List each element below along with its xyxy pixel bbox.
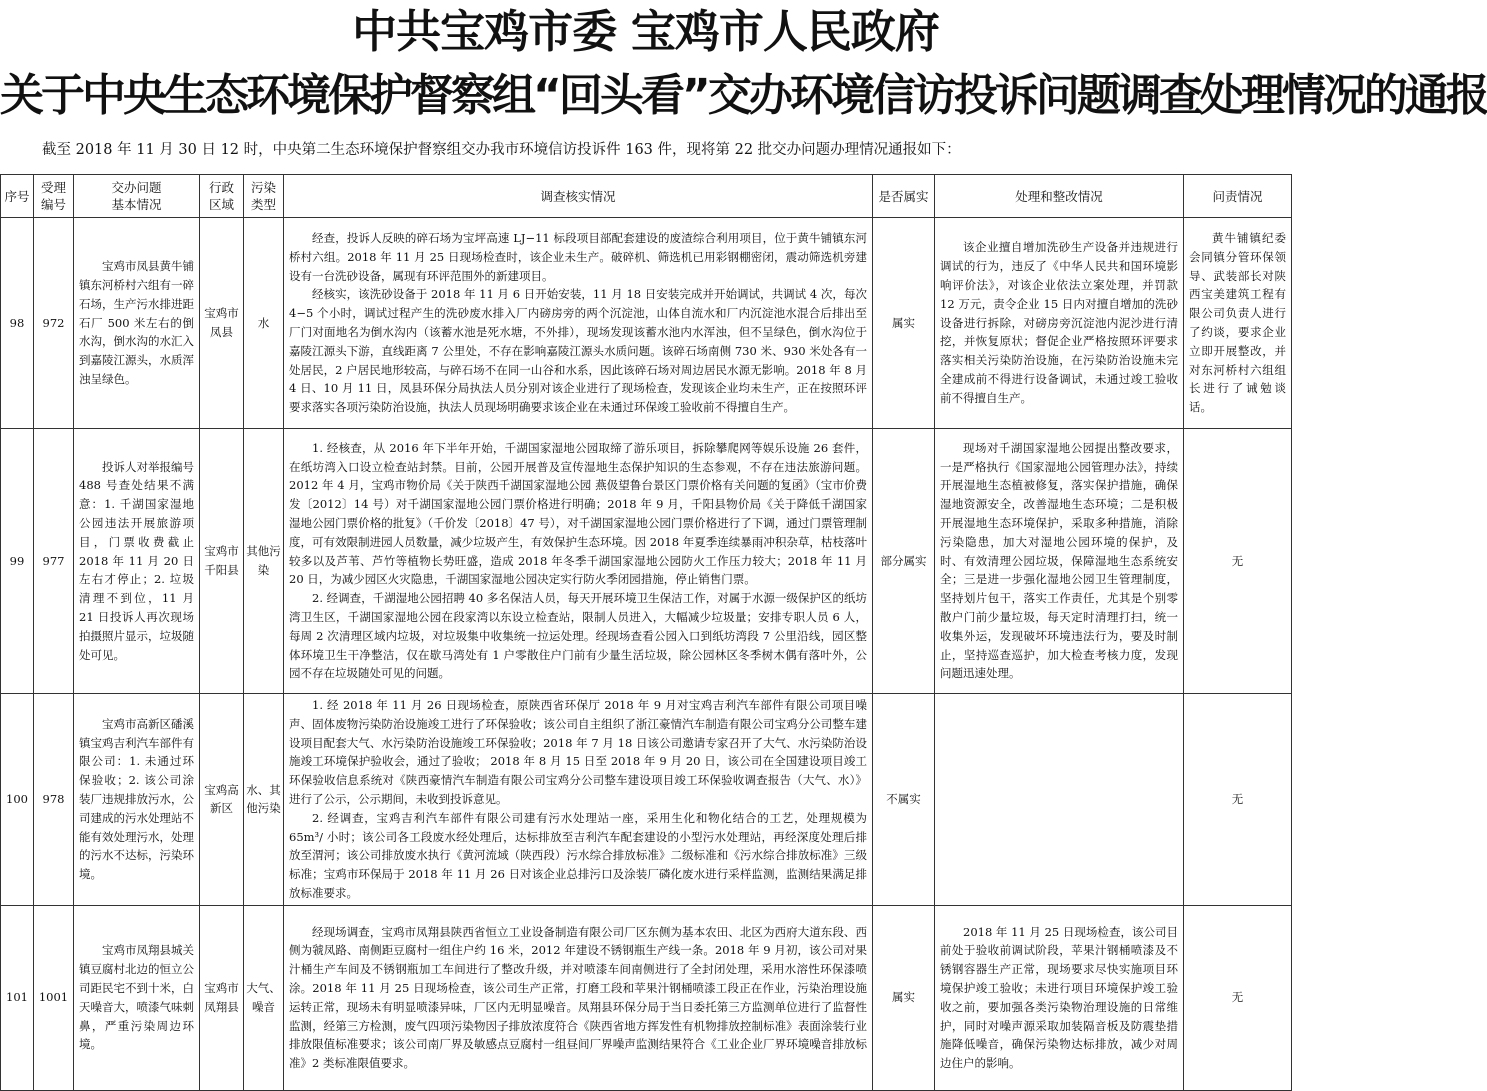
header-seq: 序号 [1,175,34,218]
intro-paragraph: 截至 2018 年 11 月 30 日 12 时，中央第二生态环境保护督察组交办我市环境信访投诉件 163 件，现将第 22 批交办问题办理情况通报如下： [42,142,961,158]
cell-accept-no: 972 [34,218,74,429]
cell-region: 宝鸡市千阳县 [200,429,244,694]
cell-pollution-type: 水、其他污染 [244,694,284,906]
header-accountability: 问责情况 [1184,175,1292,218]
cell-rectification [935,694,1184,906]
cell-accountability: 黄牛铺镇纪委会同镇分管环保领导、武装部长对陕西宝美建筑工程有限公司负责人进行了约谈，要求企业立即开展整改，并对东河桥村六组组长进行了诫勉谈话。 [1184,218,1292,429]
cell-region: 宝鸡市凤县 [200,218,244,429]
cell-investigation: 经查，投诉人反映的碎石场为宝坪高速 LJ−11 标段项目部配套建设的废渣综合利用项目，位于黄牛铺镇东河桥村六组。2018 年 11 月 25 日现场检查时，该企业未生产。破碎机、筛选机已用彩钢棚密闭，震动筛选机旁建设有一台洗砂设备，属现有环评范围外的新建项目。 经核实，该洗砂设备于 2018 年 11 月 6 日开始安装，11 月 18 日安装完成并开始调试，共调试 4 次，每次 4−5 个小时，调试过程产生的洗砂废水排入厂内磅房旁的两个沉淀池，山体自流水和厂内沉淀池水混合后排出至厂门对面地名为倒水沟内（该蓄水池是死水塘，不外排），现场发现该蓄水池内水浑浊，但不呈绿色，倒水沟位于嘉陵江源头下游，直线距离 7 公里处，不存在影响嘉陵江源头水质问题。该碎石场南侧 730 米、930 米处各有一处居民，2 户居民地形较高，与碎石场不在同一山谷和水系，因此该碎石场对周边居民水源无影响。2018 年 8 月 4 日、10 月 11 日，凤县环保分局执法人员分别对该企业进行了现场检查，发现该企业均未生产，正在按照环评要求落实各项污染防治设施，执法人员现场明确要求该企业在未通过环保竣工验收前不得擅自生产。 [284,218,873,429]
cell-accountability: 无 [1184,905,1292,1090]
header-issue: 交办问题 基本情况 [74,175,200,218]
cell-region: 宝鸡高新区 [200,694,244,906]
cell-pollution-type: 大气、噪音 [244,905,284,1090]
cell-accountability: 无 [1184,429,1292,694]
title-line-2: 关于中央生态环境保护督察组“回头看”交办环境信访投诉问题调查处理情况的通报 [0,70,1487,121]
cell-accept-no: 1001 [34,905,74,1090]
cell-issue: 宝鸡市凤翔县城关镇豆腐村北边的恒立公司距民宅不到十米，白天噪音大，喷漆气味刺鼻，严重污染周边环境。 [74,905,200,1090]
header-investigation: 调查核实情况 [284,175,873,218]
cell-seq: 101 [1,905,34,1090]
table-row [1,218,1292,429]
cell-rectification: 现场对千湖国家湿地公园提出整改要求，一是严格执行《国家湿地公园管理办法》，持续开展湿地生态植被修复，落实保护措施，确保湿地资源安全，改善湿地生态环境；二是积极开展湿地生态环境保护，采取多种措施，消除污染隐患，加大对湿地公园环境的保护，及时、有效清理公园垃圾，保障湿地生态系统安全；三是进一步强化湿地公园卫生管理制度，坚持划片包干，落实工作责任，尤其是个别零散户门前少量垃圾，每天定时清理打扫，统一收集外运，发现破坏环境违法行为，要及时制止，坚持巡查巡护，加大检查考核力度，发现问题迅速处理。 [935,429,1184,694]
cell-verified: 属实 [873,905,935,1090]
cell-investigation: 1. 经核查，从 2016 年下半年开始，千湖国家湿地公园取缔了游乐项目，拆除攀爬网等娱乐设施 26 套件，在纸坊湾入口设立检查站封禁。目前，公园开展普及宣传湿地生态保护知识的生态参观，不存在违法旅游问题。2012 年 4 月，宝鸡市物价局《关于陕西千湖国家湿地公园 燕伋望鲁台景区门票价格有关问题的复函》（宝市价费发〔2012〕14 号）对千湖国家湿地公园门票价格进行明确；2018 年 9 月，千阳县物价局《关于降低千湖国家湿地公园门票价格的批复》（千价发〔2018〕47 号），对千湖国家湿地公园门票价格进行了下调，通过门票管理制度，可有效限制进园人员数量，减少垃圾产生，有效保护生态环境。因 2018 年夏季连续暴雨冲积杂草，枯枝落叶较多以及芦苇、芦竹等植物长势旺盛，造成 2018 年冬季千湖国家湿地公园防火工作压力较大；2018 年 11 月 20 日，为减少园区火灾隐患，千湖国家湿地公园决定实行防火季闭园措施，停止销售门票。 2. 经调查，千湖湿地公园招聘 40 多名保洁人员，每天开展环境卫生保洁工作，对属于水源一级保护区的纸坊湾卫生区，千湖国家湿地公园在段家湾以东设立检查站，限制人员进入，大幅减少垃圾量；安排专职人员 6 人，每周 2 次清理区域内垃圾，对垃圾集中收集统一拉运处理。经现场查看公园入口到纸坊湾段 7 公里沿线，园区整体环境卫生干净整洁，仅在歇马湾处有 1 户零散住户门前有少量生活垃圾，除公园林区冬季树木偶有落叶外，公园不存在垃圾随处可见的问题。 [284,429,873,694]
header-region: 行政 区域 [200,175,244,218]
cell-seq: 100 [1,694,34,906]
table-row [1,429,1292,694]
cell-investigation: 经现场调查，宝鸡市凤翔县陕西省恒立工业设备制造有限公司厂区东侧为基本农田、北区为西府大道东段、西侧为虢凤路、南侧距豆腐村一组住户约 16 米，2012 年建设不锈钢瓶生产线一条。2018 年 9 月初，该公司对果汁桶生产车间及不锈钢瓶加工车间进行了整改升级，并对喷漆车间南侧进行了全封闭处理，采用水溶性环保漆喷涂。2018 年 11 月 25 日现场检查，该公司生产正常，打磨工段和苹果汁钢桶喷漆工段正在作业，污染治理设施运转正常，现场未有明显喷漆异味，厂区内无明显噪音。凤翔县环保分局于当日委托第三方监测单位进行了监督性监测，经第三方检测，废气四项污染物因子排放浓度符合《陕西省地方挥发性有机物排放控制标准》表面涂装行业排放限值标准要求；该公司南厂界及敏感点豆腐村一组昼间厂界噪声监测结果符合《工业企业厂界环境噪音排放标准》2 类标准限值要求。 [284,905,873,1090]
cell-accept-no: 978 [34,694,74,906]
header-verified: 是否属实 [873,175,935,218]
report-table [0,174,1292,1091]
cell-rectification: 该企业擅自增加洗砂生产设备并违规进行调试的行为，违反了《中华人民共和国环境影响评价法》，对该企业依法立案处理，并罚款 12 万元，责令企业 15 日内对擅自增加的洗砂设备进行拆除，对磅房旁沉淀池内泥沙进行清挖，并恢复原状；督促企业严格按照环评要求落实相关污染防治设施，在污染防治设施未完全建成前不得进行设备调试，未通过竣工验收前不得擅自生产。 [935,218,1184,429]
cell-pollution-type: 水 [244,218,284,429]
cell-issue: 宝鸡市高新区磻溪镇宝鸡吉利汽车部件有限公司：1. 未通过环保验收；2. 该公司涂装厂违规排放污水，公司建成的污水处理站不能有效处理污水，处理的污水不达标，污染环境。 [74,694,200,906]
header-accept-no: 受理 编号 [34,175,74,218]
cell-rectification: 2018 年 11 月 25 日现场检查，该公司目前处于验收前调试阶段，苹果汁钢桶喷漆及不锈钢容器生产正常，现场要求尽快实施项目环境保护竣工验收；未进行项目环境保护竣工验收之前，要加强各类污染物治理设施的日常维护，同时对噪声源采取加装隔音板及防震垫措施降低噪音，确保污染物达标排放，减少对周边住户的影响。 [935,905,1184,1090]
table-row [1,905,1292,1090]
cell-pollution-type: 其他污染 [244,429,284,694]
header-pollution-type: 污染 类型 [244,175,284,218]
cell-region: 宝鸡市凤翔县 [200,905,244,1090]
table-header-row [1,175,1292,218]
title-line-1: 中共宝鸡市委 宝鸡市人民政府 [352,5,939,58]
header-rectification: 处理和整改情况 [935,175,1184,218]
cell-issue: 宝鸡市凤县黄牛铺镇东河桥村六组有一碎石场，生产污水排进距石厂 500 米左右的倒水沟，倒水沟的水汇入到嘉陵江源头，水质浑浊呈绿色。 [74,218,200,429]
table-row [1,694,1292,906]
cell-seq: 98 [1,218,34,429]
cell-verified: 部分属实 [873,429,935,694]
cell-issue: 投诉人对举报编号 488 号查处结果不满意：1. 千湖国家湿地公园违法开展旅游项目，门票收费截止 2018 年 11 月 20 日左右才停止；2. 垃圾清理不到位，11 月 21 日投诉人再次现场拍摄照片显示，垃圾随处可见。 [74,429,200,694]
cell-seq: 99 [1,429,34,694]
cell-accept-no: 977 [34,429,74,694]
cell-verified: 属实 [873,218,935,429]
cell-investigation: 1. 经 2018 年 11 月 26 日现场检查，原陕西省环保厅 2018 年 9 月对宝鸡吉利汽车部件有限公司项目噪声、固体废物污染防治设施竣工进行了环保验收；该公司自主组织了浙江豪情汽车制造有限公司宝鸡分公司整车建设项目配套大气、水污染防治设施竣工环保验收；2018 年 7 月 18 日该公司邀请专家召开了大气、水污染防治设施竣工环境保护验收会，通过了验收； 2018 年 8 月 15 日至 2018 年 9 月 20 日，该公司在全国建设项目竣工环保验收信息系统对《陕西豪情汽车制造有限公司宝鸡分公司整车建设项目竣工环保验收调查报告（大气、水）》进行了公示，公示期间，未收到投诉意见。 2. 经调查，宝鸡吉利汽车部件有限公司建有污水处理站一座，采用生化和物化结合的工艺，处理规模为 65m³/ 小时；该公司各工段废水经处理后，达标排放至吉利汽车配套建设的小型污水处理站，再经深度处理后排放至渭河；该公司排放废水执行《黄河流域（陕西段）污水综合排放标准》二级标准和《污水综合排放标准》三级标准；宝鸡市环保局于 2018 年 11 月 26 日对该企业总排污口及涂装厂磷化废水进行采样监测，监测结果满足排放标准要求。 [284,694,873,906]
cell-verified: 不属实 [873,694,935,906]
cell-accountability: 无 [1184,694,1292,906]
